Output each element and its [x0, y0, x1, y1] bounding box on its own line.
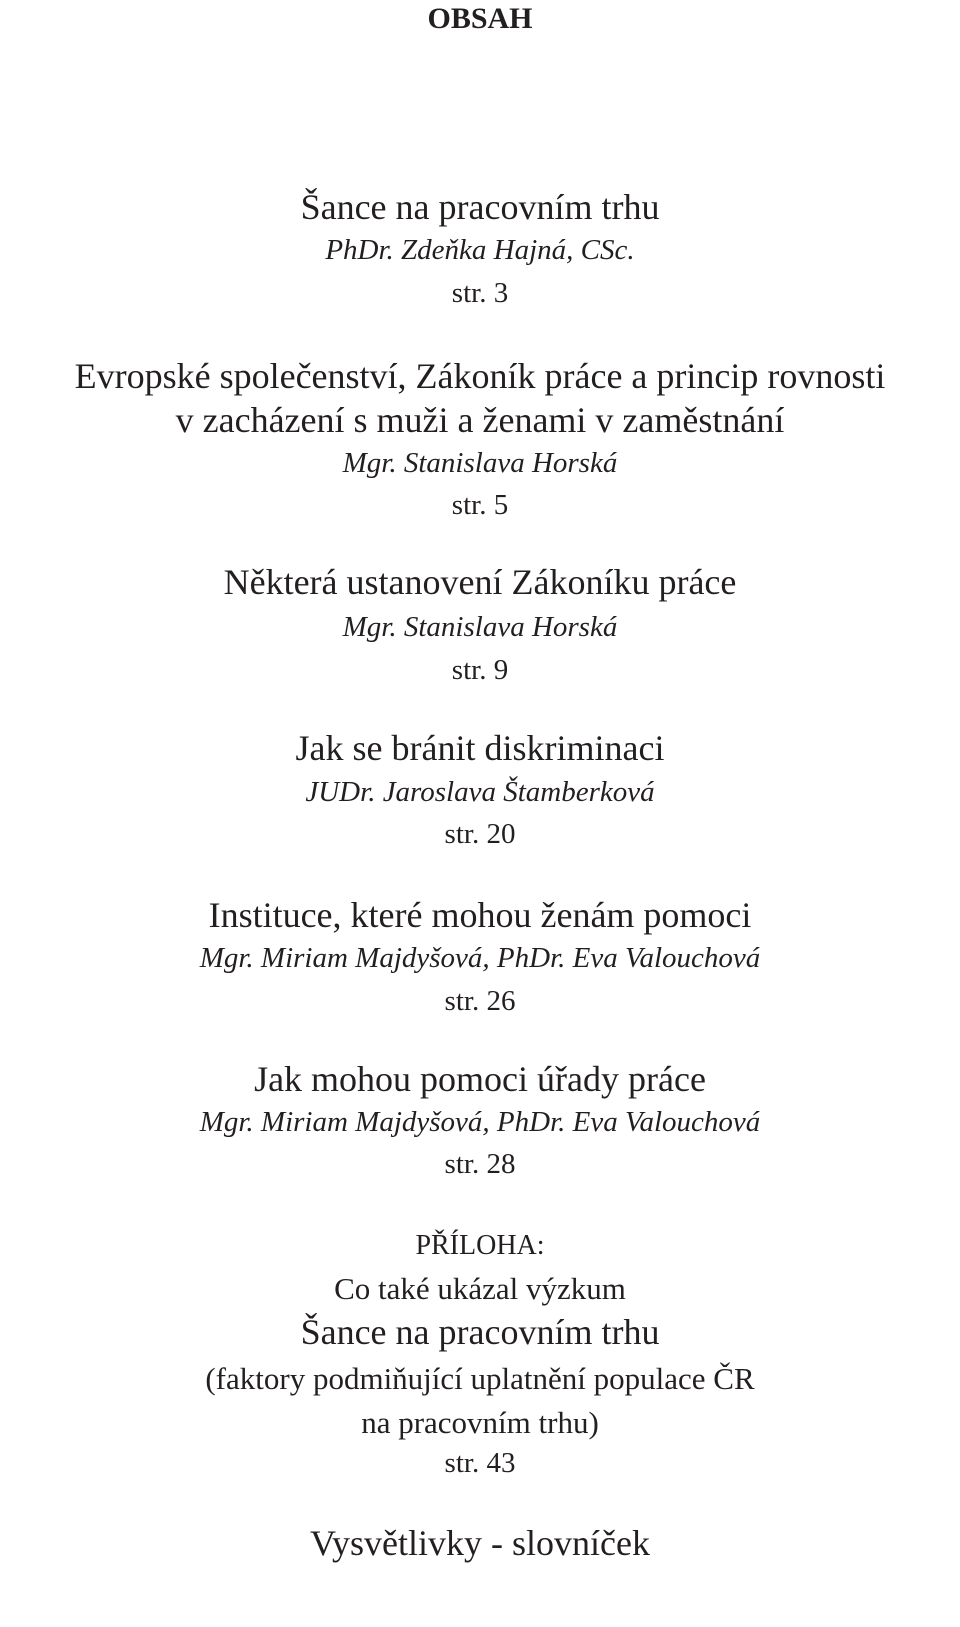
glossary-title: Vysvětlivky - slovníček: [310, 1523, 650, 1563]
toc-entry-author: PhDr. Zdeňka Hajná, CSc.: [325, 234, 635, 266]
toc-entry-title: Šance na pracovním trhu: [300, 187, 660, 227]
annex-title: Šance na pracovním trhu: [300, 1312, 660, 1352]
toc-entry-title: Některá ustanovení Zákoníku práce: [223, 562, 737, 602]
annex-intro: Co také ukázal výzkum: [334, 1271, 626, 1306]
toc-entry-author: Mgr. Stanislava Horská: [342, 447, 618, 479]
toc-entry-page: str. 5: [451, 489, 509, 521]
toc-entry-author: JUDr. Jaroslava Štamberková: [305, 776, 655, 808]
toc-entry-title: Instituce, které mohou ženám pomoci: [208, 895, 752, 935]
toc-entry-page: str. 26: [444, 985, 516, 1017]
toc-entry-title: v zacházení s muži a ženami v zaměstnání: [175, 400, 785, 440]
toc-entry-title: Jak mohou pomoci úřady práce: [254, 1059, 706, 1099]
annex-label: PŘÍLOHA:: [415, 1230, 545, 1261]
toc-entry-title: Evropské společenství, Zákoník práce a princip rovnosti: [74, 356, 886, 396]
annex-page: str. 43: [444, 1447, 516, 1479]
toc-entry-page: str. 20: [444, 818, 516, 850]
toc-entry-title: Jak se bránit diskriminaci: [295, 728, 665, 768]
toc-entry-page: str. 9: [451, 654, 509, 686]
annex-subtitle: (faktory podmiňující uplatnění populace ČR: [205, 1361, 755, 1396]
toc-entry-page: str. 3: [451, 277, 509, 309]
toc-entry-author: Mgr. Stanislava Horská: [342, 611, 618, 643]
toc-heading: OBSAH: [427, 2, 533, 35]
toc-entry-page: str. 28: [444, 1148, 516, 1180]
annex-subtitle: na pracovním trhu): [361, 1405, 599, 1440]
toc-entry-author: Mgr. Miriam Majdyšová, PhDr. Eva Valouchová: [199, 942, 761, 974]
toc-entry-author: Mgr. Miriam Majdyšová, PhDr. Eva Valouchová: [199, 1106, 761, 1138]
